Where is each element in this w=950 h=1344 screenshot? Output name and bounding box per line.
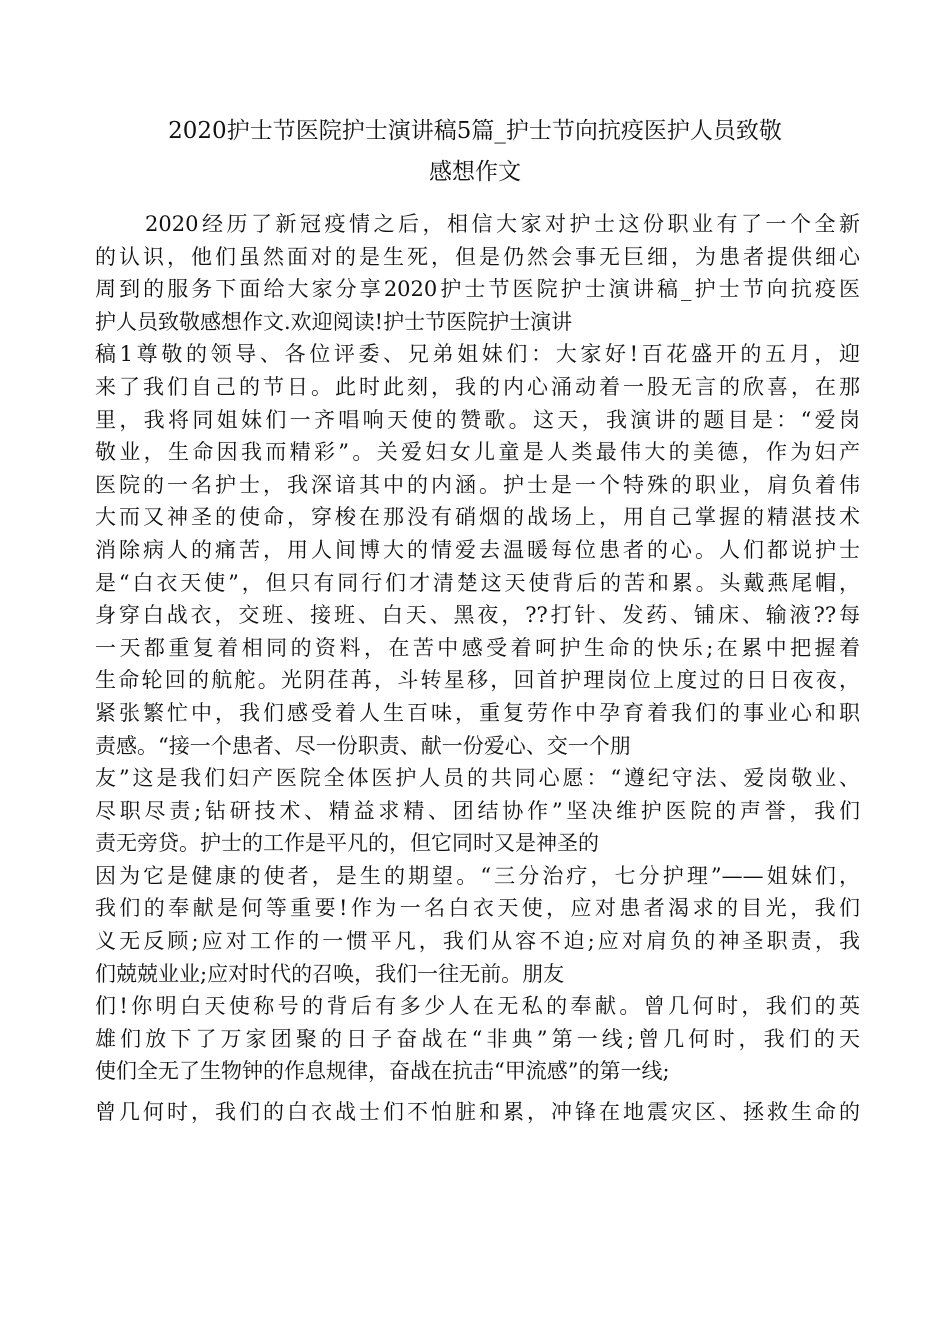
paragraph-line: 曾几何时，我们的白衣战士们不怕脏和累，冲锋在地震灾区、拯救生命的	[95, 1100, 860, 1125]
paragraph-line: 身穿白战衣，交班、接班、白天、黑夜，??打针、发药、铺床、输液??每	[95, 603, 860, 628]
paragraph-line: 护人员致敬感想作文.欢迎阅读!护士节医院护士演讲	[95, 309, 573, 334]
paragraph-line: 来了我们自己的节日。此时此刻，我的内心涌动着一股无言的欣喜，在那	[95, 374, 860, 399]
paragraph-line: 紧张繁忙中，我们感受着人生百味，重复劳作中孕育着我们的事业心和职	[95, 700, 860, 725]
paragraph-line: 使们全无了生物钟的作息规律，奋战在抗击“甲流感”的第一线;	[95, 1059, 670, 1084]
paragraph-line: 敬业，生命因我而精彩”。关爱妇女儿童是人类最伟大的美德，作为妇产	[95, 440, 860, 465]
paragraph-line: 我们的奉献是何等重要!作为一名白衣天使，应对患者渴求的目光，我们	[95, 896, 860, 921]
paragraph-line: 友”这是我们妇产医院全体医护人员的共同心愿：“遵纪守法、爱岗敬业、	[95, 766, 860, 791]
paragraph-line: 们!你明白天使称号的背后有多少人在无私的奉献。曾几何时，我们的英	[95, 994, 860, 1019]
document-body	[95, 208, 860, 1129]
paragraph-line: 一天都重复着相同的资料，在苦中感受着呵护生命的快乐;在累中把握着	[95, 635, 860, 660]
document-title-line-2: 感想作文	[429, 159, 521, 185]
paragraph-line: 们兢兢业业;应对时代的召唤，我们一往无前。朋友	[95, 961, 565, 986]
paragraph-line: 义无反顾;应对工作的一惯平凡，我们从容不迫;应对肩负的神圣职责，我	[95, 929, 860, 954]
paragraph-line: 责感。“接一个患者、尽一份职责、献一份爱心、交一个朋	[95, 733, 631, 758]
paragraph-line: 是“白衣天使”，但只有同行们才清楚这天使背后的苦和累。头戴燕尾帽，	[95, 570, 860, 595]
document-title-line-1: 2020护士节医院护士演讲稿5篇_护士节向抗疫医护人员致敬	[168, 118, 782, 144]
paragraph-line: 生命轮回的航舵。光阴荏苒，斗转星移，回首护理岗位上度过的日日夜夜，	[95, 668, 860, 693]
paragraph-line: 大而又神圣的使命，穿梭在那没有硝烟的战场上，用自己掌握的精湛技术	[95, 505, 860, 530]
paragraph-line: 稿1尊敬的领导、各位评委、兄弟姐妹们：大家好!百花盛开的五月，迎	[95, 342, 860, 367]
paragraph-line: 因为它是健康的使者，是生的期望。“三分治疗，七分护理”——姐妹们，	[95, 863, 860, 888]
paragraph-gap	[95, 1088, 860, 1096]
paragraph-line: 周到的服务下面给大家分享2020护士节医院护士演讲稿_护士节向抗疫医	[95, 277, 860, 302]
paragraph-line: 里，我将同姐妹们一齐唱响天使的赞歌。这天，我演讲的题目是：“爱岗	[95, 407, 860, 432]
paragraph-line: 尽职尽责;钻研技术、精益求精、团结协作”坚决维护医院的声誉，我们	[95, 798, 860, 823]
paragraph-line: 的认识，他们虽然面对的是生死，但是仍然会事无巨细，为患者提供细心	[95, 244, 860, 269]
paragraph-line: 医院的一名护士，我深谙其中的内涵。护士是一个特殊的职业，肩负着伟	[95, 472, 860, 497]
paragraph-line: 2020经历了新冠疫情之后，相信大家对护士这份职业有了一个全新	[145, 212, 860, 236]
paragraph-line: 消除病人的痛苦，用人间博大的情爱去温暖每位患者的心。人们都说护士	[95, 537, 860, 562]
paragraph-line: 雄们放下了万家团聚的日子奋战在“非典”第一线;曾几何时，我们的天	[95, 1026, 860, 1051]
paragraph-line: 责无旁贷。护士的工作是平凡的，但它同时又是神圣的	[95, 831, 599, 856]
